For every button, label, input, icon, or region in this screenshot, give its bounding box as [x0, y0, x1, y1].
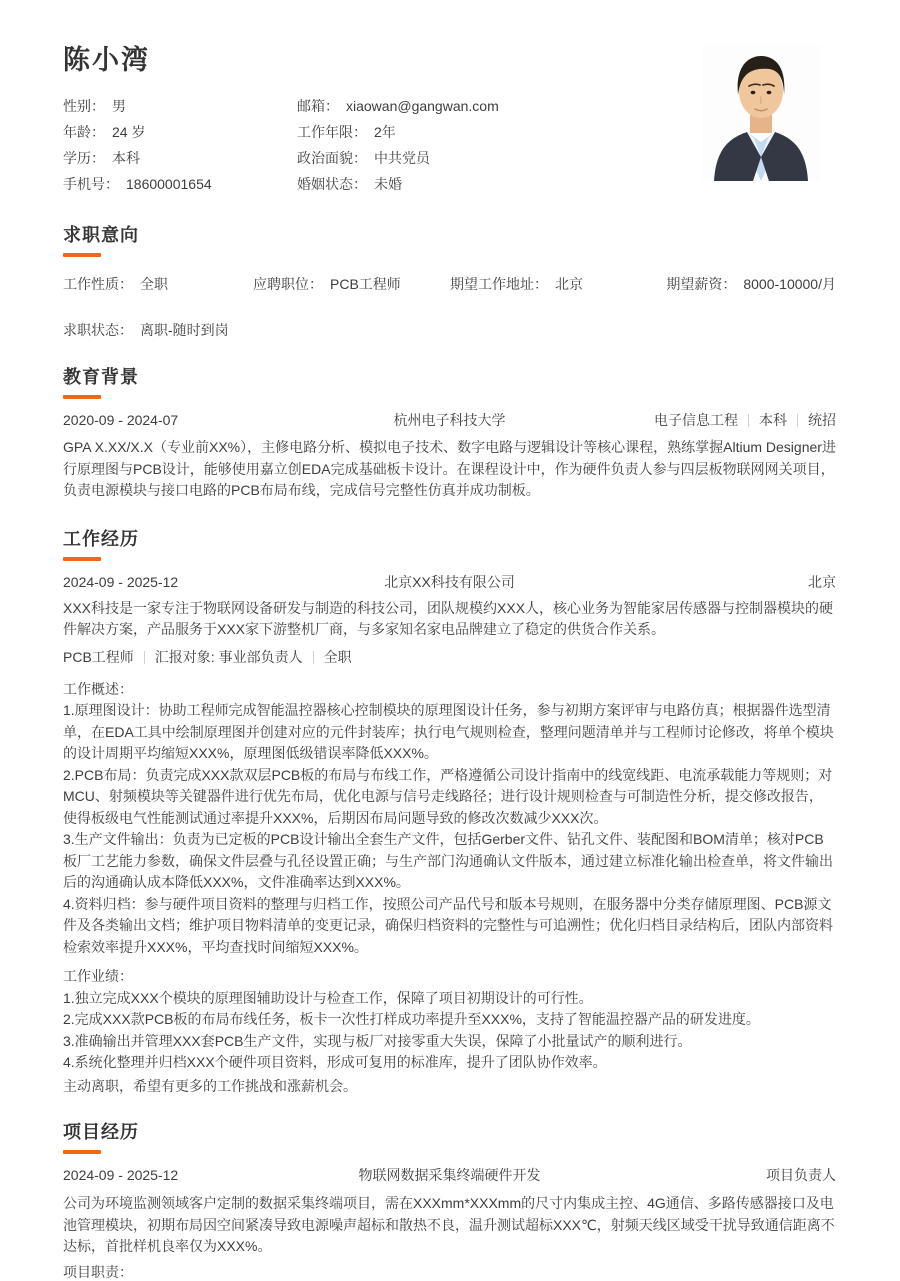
info-label: 性别：: [63, 98, 105, 114]
section-title-job-intention: 求职意向: [63, 225, 139, 245]
work-achievement-item: 3.准确输出并管理XXX套PCB生产文件，实现与板厂对接零重大失误，保障了小批量试产的顺利进行。: [63, 1032, 692, 1049]
info-value: 男: [112, 98, 126, 114]
work-summary-item: 2.PCB布局：负责完成XXX款双层PCB板的布局与布线工作，严格遵循公司设计指南中的线宽线距、电流承载能力等规则；对MCU、射频模块等关键器件进行优先布局，优化电源与信号走线路径；进行设计规则检查与可制造性分析，提交修改报告，使得板级电气性能测试通过率提升XXX%，后期因布局问题导致的修改次数减少XXX次。: [63, 766, 833, 826]
info-item-age: [63, 124, 297, 140]
education-qualifications: [506, 411, 837, 429]
work-achievement-item: 2.完成XXX款PCB板的布局布线任务，板卡一次性打样成功率提升至XXX%，支持了智能温控器产品的研发进度。: [63, 1011, 760, 1027]
leave-reason: 主动离职，希望有更多的工作挑战和涨薪机会。: [63, 1077, 357, 1094]
info-label: 学历：: [63, 150, 105, 166]
field-label: 应聘职位：: [253, 276, 323, 292]
section-title-underline: [63, 1150, 101, 1154]
info-item-education: [63, 150, 297, 166]
info-label: 婚姻状态：: [297, 176, 367, 192]
info-label: 邮箱：: [297, 98, 339, 114]
project-name: 物联网数据采集终端硬件开发: [358, 1167, 541, 1183]
section-education: [63, 367, 836, 502]
work-summary-item: 3.生产文件输出：负责为已定板的PCB设计输出全套生产文件，包括Gerber文件、钻孔文件、装配图和BOM清单；核对PCB板厂工艺能力参数，确保文件层叠与孔径设置正确；与生产部门沟通确认文件版本，通过建立标准化输出检查单，将文件输出后的沟通确认成本降低XXX%，文件准确率达到XXX%。: [63, 831, 833, 890]
info-label: 政治面貌：: [297, 150, 367, 166]
work-position: PCB工程师: [63, 648, 134, 665]
field-label: 期望工作地址：: [450, 276, 548, 292]
info-value: 24 岁: [112, 124, 146, 140]
work-achievements-title: 工作业绩：: [63, 968, 133, 984]
info-value: 18600001654: [126, 176, 212, 192]
work-company: 北京XX科技有限公司: [384, 573, 515, 590]
info-item-work-years: [297, 124, 623, 140]
work-job-type: 全职: [323, 648, 352, 665]
field-job-status: [63, 321, 836, 339]
field-expected-salary: [660, 275, 836, 293]
field-target-location: [450, 275, 660, 293]
work-summary-item: 1.原理图设计：协助工程师完成智能温控器核心控制模块的原理图设计任务，参与初期方案评审与电路仿真；根据器件选型清单，在EDA工具中绘制原理图并创建对应的元件封装库；执行电气规则检查，整理问题清单并与工程师讨论修改，将单个模块的设计周期平均缩短XXX%，原理图低级错误率降低XXX%。: [63, 702, 834, 761]
info-item-marital-status: [297, 176, 623, 192]
field-value: 8000-10000/月: [743, 276, 836, 292]
info-label: 年龄：: [63, 124, 105, 140]
info-item-gender: [63, 98, 297, 114]
project-meta-row: [63, 1166, 836, 1184]
education-description: GPA X.XX/X.X（专业前XX%），主修电路分析、模拟电子技术、数字电路与逻辑设计等核心课程，熟练掌握Altium Designer进行原理图与PCB设计，能够使用嘉立创EDA完成基础板卡设计。在课程设计中，作为硬件负责人参与四层板物联网网关项目，负责电源模块与接口电路的PCB布局布线，完成信号完整性仿真并成功制板。: [63, 439, 836, 498]
field-value: 离职-随时到岗: [140, 322, 229, 338]
field-label: 求职状态：: [63, 322, 133, 338]
section-job-intention: [63, 225, 836, 339]
field-target-position: [253, 275, 450, 293]
basic-info: [63, 98, 623, 192]
divider: [144, 651, 145, 664]
field-value: 全职: [140, 276, 168, 292]
education-enrollment-type: 统招: [808, 412, 836, 428]
field-label: 期望薪资：: [666, 276, 737, 292]
section-title-underline: [63, 395, 101, 399]
work-position-row: [63, 648, 836, 666]
divider: [313, 651, 314, 664]
work-achievements-block: [63, 966, 836, 1074]
education-school: 杭州电子科技大学: [393, 412, 506, 428]
info-value: xiaowan@gangwan.com: [346, 98, 499, 114]
education-period: 2020-09 - 2024-07: [63, 412, 179, 428]
info-value: 2年: [374, 124, 396, 140]
work-meta-row: [63, 573, 836, 591]
work-summary-item: 4.资料归档：参与硬件项目资料的整理与归档工作，按照公司产品代号和版本号规则，在服务器中分类存储原理图、PCB源文件及各类输出文档；维护项目物料清单的变更记录，确保归档资料的完整性与可追溯性；优化归档目录结构后，团队内部资料检索效率提升XXX%，平均查找时间缩短XXX%。: [63, 895, 833, 955]
info-label: 手机号：: [63, 176, 119, 192]
info-item-email: [297, 98, 623, 114]
job-intention-fields: [63, 275, 836, 293]
candidate-name: 陈小湾: [63, 45, 150, 75]
work-achievement-item: 1.独立完成XXX个模块的原理图辅助设计与检查工作，保障了项目初期设计的可行性。: [63, 989, 593, 1006]
profile-photo-illustration: [702, 45, 820, 181]
info-item-political-status: [297, 150, 623, 166]
work-summary-title: 工作概述：: [63, 680, 133, 697]
project-duty-title: 项目职责：: [63, 1263, 133, 1280]
education-meta-row: [63, 411, 836, 429]
divider: [748, 414, 749, 427]
company-intro: XXX科技是一家专注于物联网设备研发与制造的科技公司，团队规模约XXX人，核心业务为智能家居传感器与控制器模块的硬件解决方案，产品服务于XXX家下游整机厂商，与多家知名家电品牌建立了稳定的供货合作关系。: [63, 599, 834, 637]
work-report-to: 汇报对象: 事业部负责人: [154, 648, 303, 665]
work-period: 2024-09 - 2025-12: [63, 573, 179, 590]
info-label: 工作年限：: [297, 124, 367, 140]
info-item-phone: [63, 176, 297, 192]
section-title-project-experience: 项目经历: [63, 1122, 139, 1142]
section-title-education: 教育背景: [63, 367, 139, 387]
project-role: 项目负责人: [766, 1167, 836, 1183]
section-title-work-experience: 工作经历: [63, 528, 139, 549]
section-title-underline: [63, 557, 101, 561]
section-title-underline: [63, 253, 101, 257]
field-label: 工作性质：: [63, 276, 133, 292]
section-project-experience: [63, 1122, 836, 1281]
info-value: 本科: [112, 150, 140, 166]
field-value: PCB工程师: [330, 276, 401, 292]
divider: [797, 414, 798, 427]
field-job-nature: [63, 275, 253, 293]
education-major: 电子信息工程: [654, 412, 738, 428]
work-summary-block: [63, 679, 836, 959]
project-description: 公司为环境监测领域客户定制的数据采集终端项目，需在XXXmm*XXXmm的尺寸内集成主控、4G通信、多路传感器接口及电池管理模块，初期布局因空间紧凑导致电源噪声超标和散热不良，温升测试超标XXX℃，射频天线区域受干扰导致通信距离不达标，首批样机良率仅为XXX%。: [63, 1195, 835, 1254]
work-achievement-item: 4.系统化整理并归档XXX个硬件项目资料，形成可复用的标准库，提升了团队协作效率。: [63, 1054, 607, 1070]
work-location: 北京: [808, 573, 836, 590]
info-value: 中共党员: [374, 150, 430, 166]
field-value: 北京: [555, 276, 583, 292]
profile-photo: [702, 45, 820, 181]
project-period: 2024-09 - 2025-12: [63, 1167, 179, 1183]
section-work-experience: [63, 529, 836, 1098]
education-degree: 本科: [759, 412, 787, 428]
info-value: 未婚: [374, 176, 402, 192]
